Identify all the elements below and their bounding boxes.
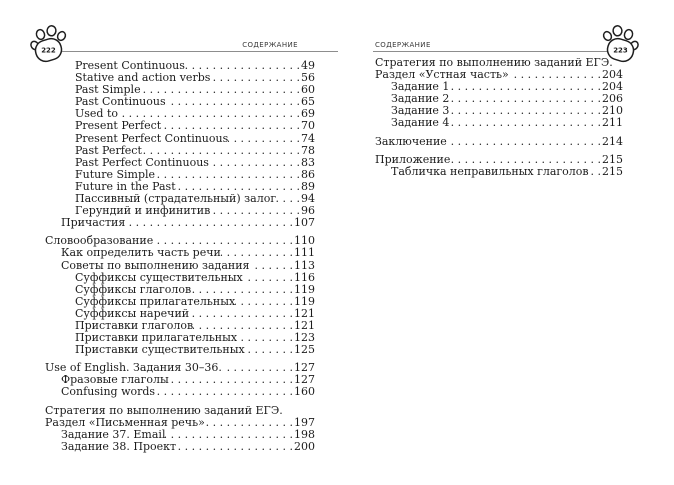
toc-entry-page: 127 — [294, 361, 315, 375]
toc-entry-title: Приставки прилагательных — [75, 331, 238, 345]
dot-leader — [250, 260, 295, 272]
dot-leader — [449, 81, 602, 93]
toc-entry-page: 211 — [602, 116, 623, 130]
toc-entry-title: Фразовые глаголы — [61, 373, 169, 387]
toc-entry-page: 78 — [301, 143, 315, 157]
toc-entry-title: Past Simple — [75, 83, 141, 97]
toc-entry-page: 198 — [294, 427, 315, 441]
toc-entry-page: 56 — [301, 71, 315, 85]
toc-entry-page: 69 — [301, 107, 315, 121]
toc-entry-page: 119 — [294, 294, 315, 308]
dot-leader — [450, 154, 602, 166]
toc-entry-title: Советы по выполнению задания — [61, 258, 250, 272]
toc-entry-title: Confusing words — [61, 385, 156, 399]
toc-entry-page: 197 — [294, 415, 315, 429]
toc-entry-page: 107 — [294, 216, 315, 230]
toc-entry-title: Табличка неправильных глаголов — [391, 164, 589, 178]
toc-entry — [45, 272, 315, 284]
toc-entry-page: 113 — [294, 258, 315, 272]
toc-entry-page: 200 — [294, 439, 315, 453]
toc-entry-title: Use of English. Задания 30–36. — [45, 361, 222, 375]
toc-entry — [375, 154, 623, 166]
toc-entry — [45, 133, 315, 145]
toc-entry — [45, 120, 315, 132]
dot-leader — [237, 332, 294, 344]
dot-leader — [243, 272, 294, 284]
toc-entry-page: 125 — [294, 343, 315, 357]
toc-entry-page: 110 — [294, 234, 315, 248]
toc-entry-title: Раздел «Устная часть» — [375, 68, 509, 82]
toc-entry-title: Герундий и инфинитив — [75, 204, 211, 218]
toc-entry-title: Суффиксы существительных — [75, 270, 243, 284]
toc-entry-title: Как определить часть речи — [61, 246, 221, 260]
dot-leader — [447, 136, 602, 148]
dot-leader — [235, 296, 294, 308]
dot-leader — [176, 441, 294, 453]
toc-entry-title: Past Continuous — [75, 95, 166, 109]
toc-entry-title: Present Perfect Continuous — [75, 131, 229, 145]
toc-entry-title: Приложение — [375, 152, 451, 166]
toc-entry-title: Past Perfect Continuous — [75, 155, 209, 169]
toc-entry-title: Задание 4 — [391, 116, 450, 130]
dot-leader — [589, 166, 602, 178]
toc-entry-page: 49 — [301, 59, 315, 72]
toc-entry-page: 116 — [294, 270, 315, 284]
dot-leader — [191, 284, 294, 296]
dot-leader — [210, 205, 301, 217]
dot-leader — [142, 145, 301, 157]
toc-entry-page: 70 — [301, 119, 315, 133]
dot-leader — [189, 308, 294, 320]
dot-leader — [161, 120, 301, 132]
toc-entry-title: Стратегия по выполнению заданий ЕГЭ. — [45, 403, 283, 417]
toc-entry-title: Stative and action verbs — [75, 71, 211, 85]
toc-entry-page: 83 — [301, 155, 315, 169]
toc-entry-page: 206 — [602, 92, 623, 106]
toc-entry-page: 127 — [294, 373, 315, 387]
right-header-label: СОДЕРЖАНИЕ — [375, 41, 431, 49]
dot-leader — [210, 72, 301, 84]
toc-entry-page: 119 — [294, 282, 315, 296]
toc-entry-page: 111 — [294, 246, 315, 260]
toc-entry — [45, 247, 315, 259]
toc-right-list — [375, 57, 623, 178]
right-page-number: 223 — [613, 46, 628, 55]
toc-entry-page: 215 — [602, 152, 623, 166]
toc-entry-page: 204 — [602, 80, 623, 94]
toc-entry-page: 94 — [301, 192, 315, 206]
toc-entry — [45, 284, 315, 296]
toc-entry-title: Приставки существительных — [75, 343, 245, 357]
right-header-rule — [373, 51, 617, 52]
dot-leader — [125, 217, 294, 229]
dot-leader — [276, 193, 301, 205]
toc-entry-title: Раздел «Письменная речь» — [45, 415, 205, 429]
toc-entry — [45, 217, 315, 229]
toc-entry — [375, 117, 623, 129]
toc-entry-title: Приставки глаголов — [75, 318, 194, 332]
toc-entry-title: Used to — [75, 107, 119, 121]
toc-entry-title: Задание 1 — [391, 80, 450, 94]
toc-entry-title: Суффиксы наречий — [75, 306, 190, 320]
toc-entry-page: 86 — [301, 167, 315, 181]
toc-entry-title: Задание 37. Email — [61, 427, 166, 441]
toc-entry-title: Future Simple — [75, 167, 156, 181]
toc-entry-page: 96 — [301, 204, 315, 218]
left-header-rule — [62, 51, 338, 52]
dot-leader — [449, 105, 602, 117]
toc-entry — [375, 136, 623, 148]
toc-entry-title: Причастия — [61, 216, 126, 230]
toc-entry-title: Задание 38. Проект — [61, 439, 177, 453]
dot-leader — [221, 247, 294, 259]
toc-entry-title: Заключение — [375, 134, 447, 148]
dot-leader — [169, 374, 294, 386]
toc-entry-page: 123 — [294, 331, 315, 345]
toc-entry-page: 121 — [294, 318, 315, 332]
toc-entry-page: 215 — [602, 164, 623, 178]
toc-entry-title: Суффиксы прилагательных — [75, 294, 236, 308]
dot-leader — [205, 417, 294, 429]
dot-leader — [509, 69, 602, 81]
toc-entry-title: Past Perfect — [75, 143, 142, 157]
toc-entry-title: Present Perfect — [75, 119, 162, 133]
toc-entry — [45, 417, 315, 429]
toc-entry-page: 204 — [602, 68, 623, 82]
toc-entry-title: Словообразование — [45, 234, 154, 248]
toc-entry-title: Пассивный (страдательный) залог — [75, 192, 277, 206]
toc-entry-title: Суффиксы глаголов — [75, 282, 192, 296]
dot-leader — [449, 117, 602, 129]
toc-entry-page: 89 — [301, 179, 315, 193]
toc-entry — [45, 260, 315, 272]
dot-leader — [222, 362, 294, 374]
dot-leader — [155, 386, 294, 398]
left-page-number: 222 — [41, 46, 56, 55]
toc-entry — [45, 145, 315, 157]
toc-entry-page: 214 — [602, 134, 623, 148]
toc-entry-title: Задание 3 — [391, 104, 450, 118]
toc-entry — [45, 344, 315, 356]
dot-leader — [166, 96, 301, 108]
toc-entry-page: 60 — [301, 83, 315, 97]
dot-leader — [228, 133, 301, 145]
toc-entry-page: 210 — [602, 104, 623, 118]
dot-leader — [209, 157, 301, 169]
toc-entry-title: Стратегия по выполнению заданий ЕГЭ. — [375, 56, 613, 69]
dot-leader — [165, 429, 294, 441]
toc-entry-title: Задание 2 — [391, 92, 450, 106]
toc-entry — [45, 405, 315, 417]
toc-entry-title: Future in the Past — [75, 179, 176, 193]
toc-entry — [45, 429, 315, 441]
dot-leader — [245, 344, 294, 356]
toc-entry-page: 121 — [294, 306, 315, 320]
left-header-label: СОДЕРЖАНИЕ — [242, 41, 298, 49]
dot-leader — [449, 93, 602, 105]
toc-entry-title: Present Continuous — [75, 59, 185, 72]
toc-entry-page: 160 — [294, 385, 315, 399]
toc-entry — [45, 386, 315, 398]
toc-entry-page: 65 — [301, 95, 315, 109]
toc-left-list — [45, 60, 315, 453]
toc-entry — [45, 441, 315, 453]
toc-entry-page: 74 — [301, 131, 315, 145]
dot-leader — [155, 169, 301, 181]
toc-entry — [375, 166, 623, 178]
